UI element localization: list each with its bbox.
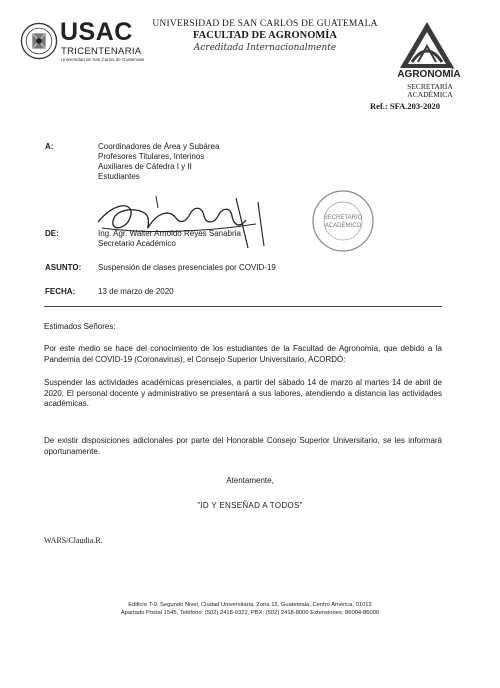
- secretary-stamp: [306, 188, 380, 254]
- stamp-text-2: ACADÉMICO: [324, 223, 362, 229]
- salutation: Estimados Señores:: [44, 322, 116, 331]
- paragraph-3: De existir disposiciones adicionales por parte del Honorable Consejo Superior Universitario, se les informará oportunamente.: [44, 436, 442, 456]
- stamp-text-1: SECRETARIO: [323, 215, 363, 221]
- subject-text: Suspensión de clases presenciales por COVID-19: [98, 263, 276, 272]
- usac-subtitle: TRICENTENARIA: [61, 46, 142, 57]
- reference-number: Ref.: SFA.203-2020: [370, 101, 440, 111]
- secretary-line-1: SECRETARÍA: [407, 82, 453, 91]
- accreditation-text: Acreditada Internacionalmente: [193, 43, 337, 53]
- paragraph-2: Suspender las actividades académicas presenciales, a partir del sábado 14 de marzo al martes 14 de abril de 2020. El personal docente y administrativo se presentará a sus labores, atendiendo a distancia las actividades académicas.: [44, 378, 442, 408]
- sender-name: Ing. Agr. Walter Arnoldo Reyes Sanabria: [98, 229, 241, 238]
- date-text: 13 de marzo de 2020: [98, 287, 174, 296]
- faculty-name: FACULTAD DE AGRONOMÍA: [193, 30, 337, 41]
- recipient-line: Auxiliares de Cátedra I y II: [98, 162, 192, 171]
- recipient-line: Profesores Titulares, Interinos: [98, 152, 205, 161]
- recipient-line: Coordinadores de Área y Subárea: [98, 142, 220, 151]
- initials: WARS/Claudia.R.: [44, 536, 103, 545]
- divider-line: [44, 306, 442, 307]
- recipient-line: Estudiantes: [98, 172, 140, 181]
- university-name: UNIVERSIDAD DE SAN CARLOS DE GUATEMALA: [152, 19, 378, 29]
- from-label: DE:: [45, 229, 59, 238]
- date-label: FECHA:: [45, 287, 76, 296]
- agronomia-logo-text: AGRONOMÍA: [397, 69, 461, 80]
- usac-tagline: Universidad de San Carlos de Guatemala: [61, 57, 145, 62]
- footer-address: Edificio T-9, Segundo Nivel, Ciudad Universitaria, Zona 12, Guatemala, Centro América, 01012: [128, 602, 372, 608]
- usac-seal-icon: [20, 22, 58, 60]
- paragraph-1: Por este medio se hace del conocimiento de los estudiantes de la Facultad de Agronomía, que debido a la Pandemia del COVID-19 (Coronavirus), el Consejo Superior Universitario, ACORDÓ:: [44, 344, 442, 364]
- closing: Atentamente,: [226, 476, 274, 485]
- subject-label: ASUNTO:: [45, 263, 82, 272]
- motto: "ID Y ENSEÑAD A TODOS": [197, 501, 303, 510]
- footer-contact: Apartado Postal 1545, Teléfono: (502) 2418-9322, PBX: (502) 2418-8000 Extensiones: 86004-86006: [120, 610, 380, 616]
- secretary-line-2: ACADÉMICA: [407, 90, 453, 99]
- agronomia-logo-icon: [398, 20, 456, 70]
- sender-title: Secretario Académico: [98, 239, 176, 248]
- usac-name: USAC: [60, 18, 133, 46]
- to-label: A:: [45, 142, 54, 151]
